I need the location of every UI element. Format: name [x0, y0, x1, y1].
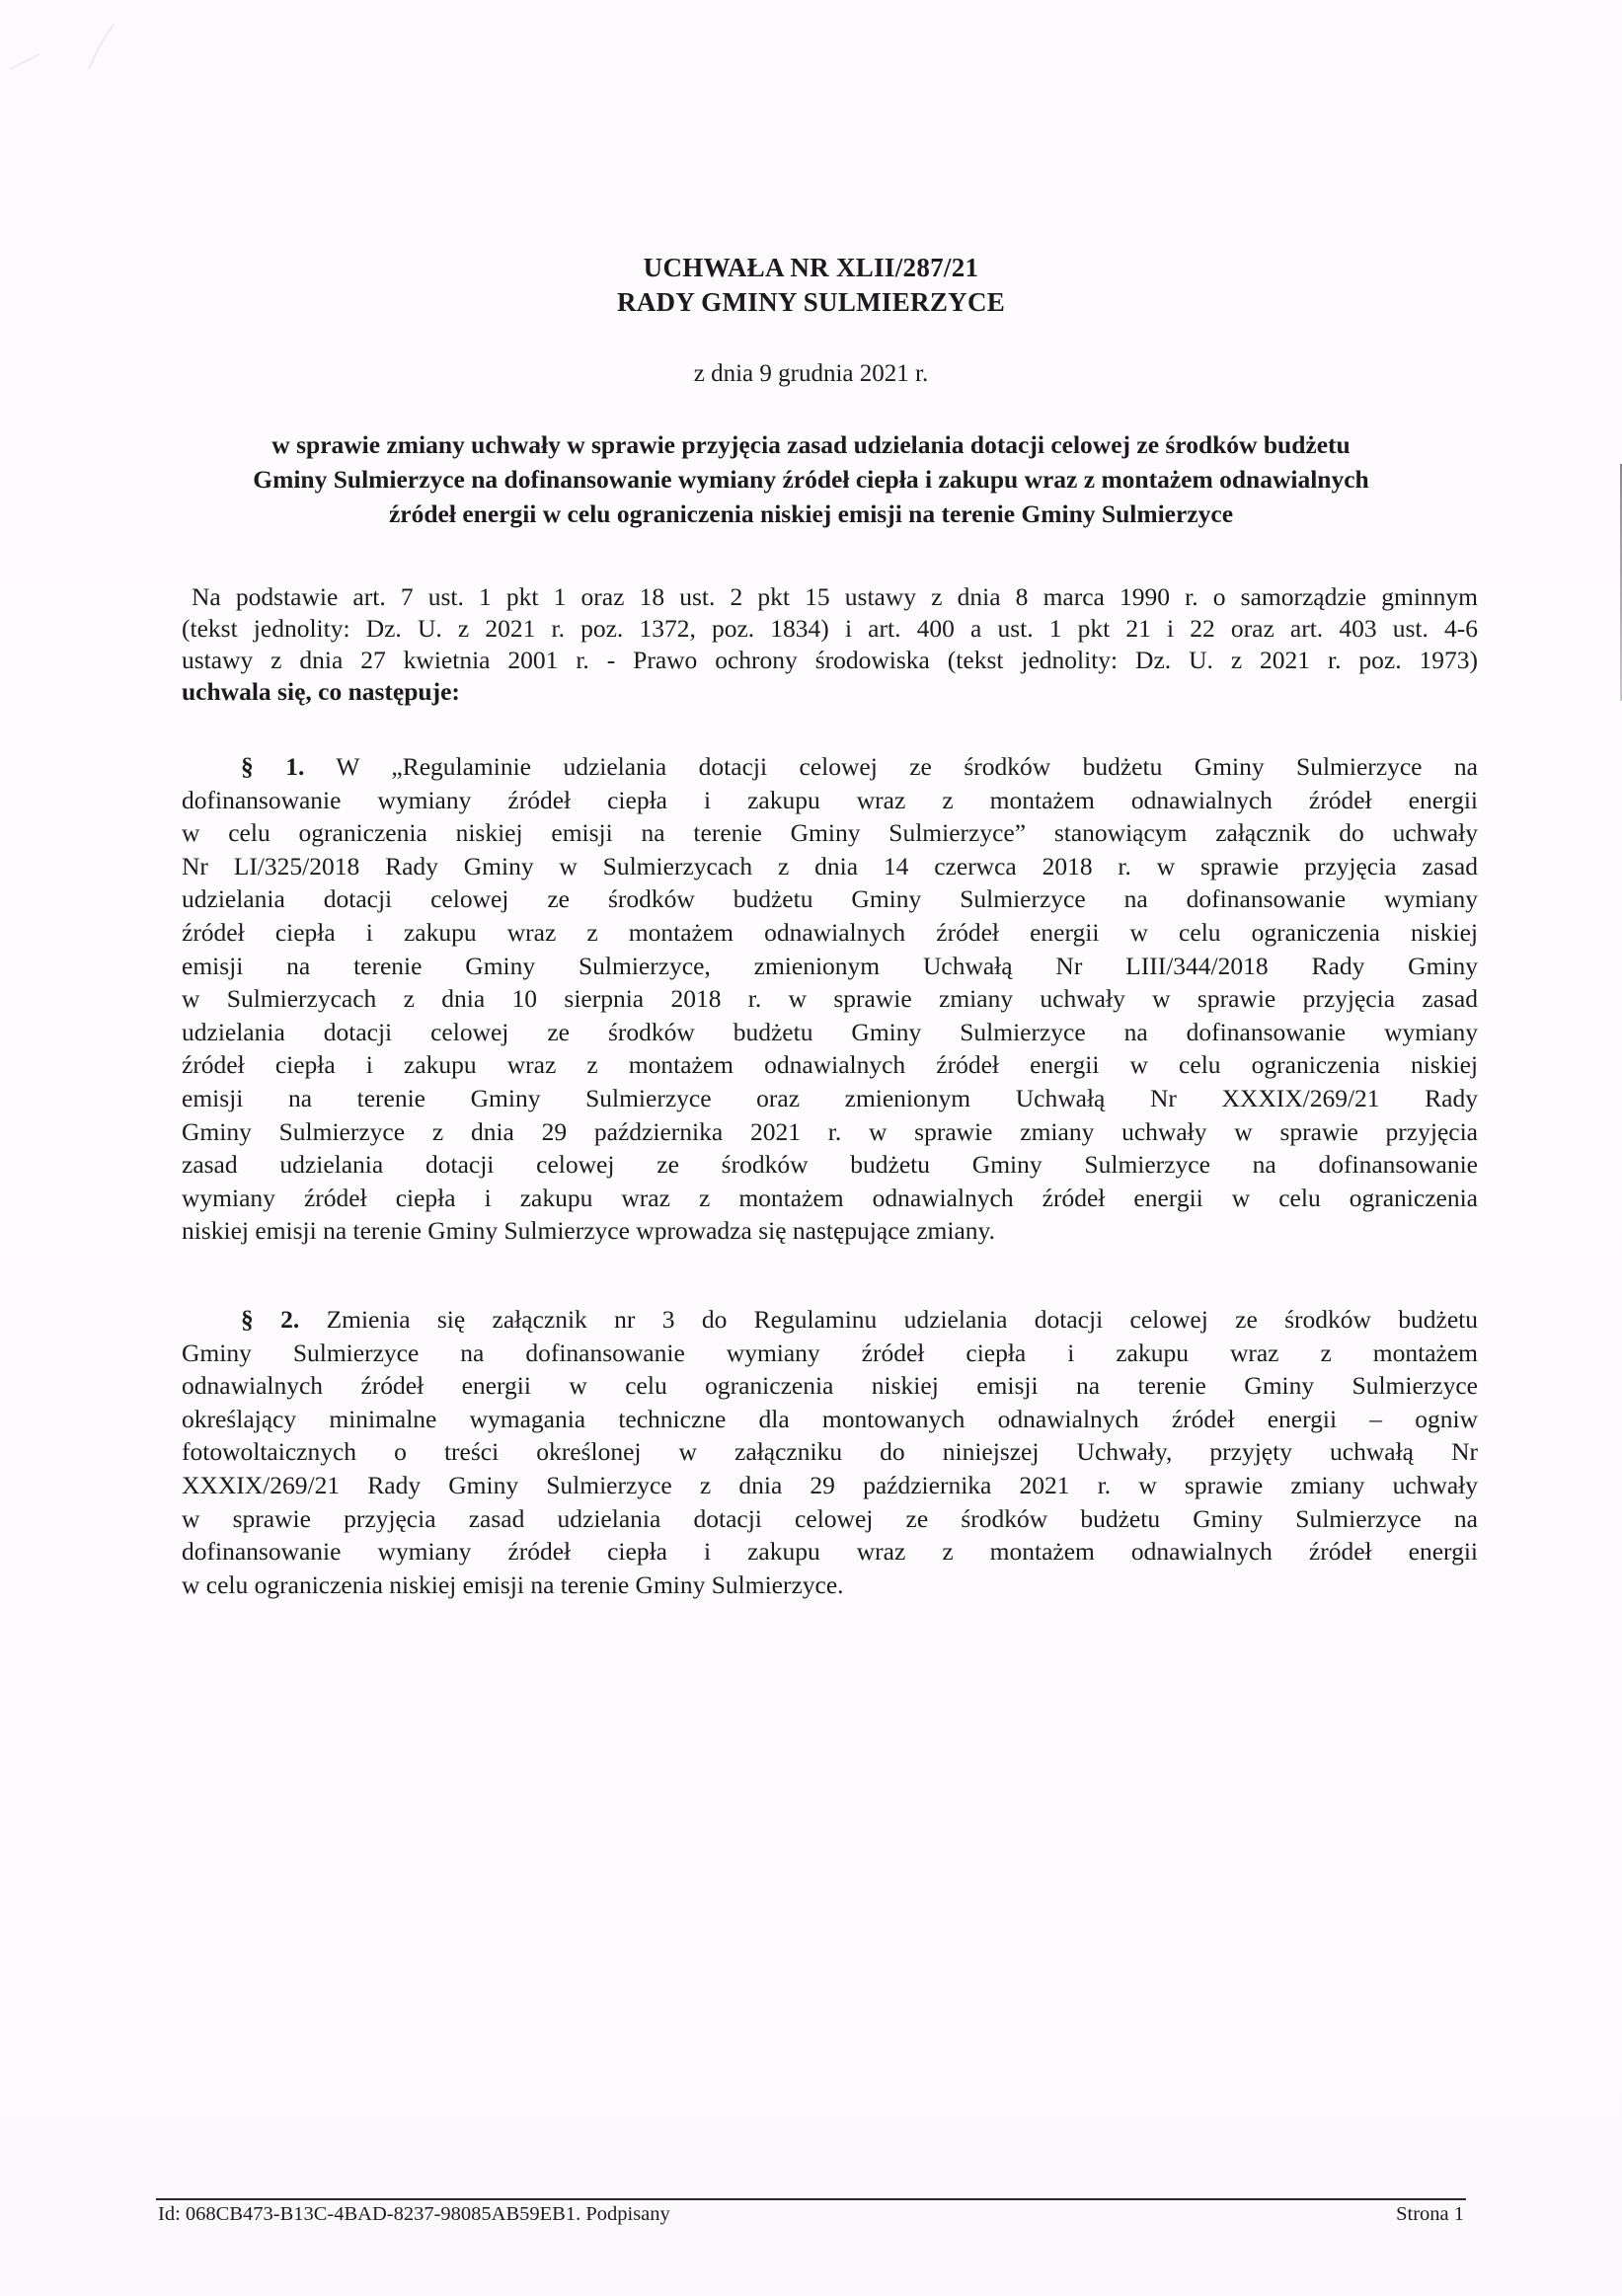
section-1-marker: § 1. [241, 752, 305, 781]
issuing-council: RADY GMINY SULMIERZYCE [616, 287, 1006, 317]
resolution-subject [148, 427, 1474, 531]
page-number: Strona 1 [1396, 2203, 1464, 2225]
legal-basis-line: ustawy z dnia 27 kwietnia 2001 r. - Prawo ochrony środowiska (tekst jednolity: Dz. U. z 2021 r. poz. 1973) [182, 646, 1478, 674]
section-line: Gminy Sulmierzyce z dnia 29 października 2021 r. w sprawie zmiany uchwały w sprawie przyjęcia [182, 1116, 1478, 1146]
subject-line: źródeł energii w celu ograniczenia niskiej emisji na terenie Gminy Sulmierzyce [388, 499, 1234, 528]
section-1-first-line [182, 750, 1478, 784]
section-line: emisji na terenie Gminy Sulmierzyce oraz zmienionym Uchwałą Nr XXXIX/269/21 Rady [182, 1083, 1478, 1112]
section-line: zasad udzielania dotacji celowej ze środków budżetu Gminy Sulmierzyce na dofinansowanie [182, 1150, 1478, 1180]
section-line: udzielania dotacji celowej ze środków budżetu Gminy Sulmierzyce na dofinansowanie wymiany [182, 1017, 1478, 1046]
section-line: w celu ograniczenia niskiej emisji na terenie Gminy Sulmierzyce” stanowiącym załącznik do uchwały [182, 818, 1478, 848]
footer-divider [156, 2198, 1466, 2200]
enacting-clause: uchwala się, co następuje: [182, 677, 460, 706]
section-line: niskiej emisji na terenie Gminy Sulmierzyce wprowadza się następujące zmiany. [182, 1216, 995, 1246]
section-line: źródeł ciepła i zakupu wraz z montażem odnawialnych źródeł energii w celu ograniczenia niskiej [182, 1050, 1478, 1080]
section-line: dofinansowanie wymiany źródeł ciepła i zakupu wraz z montażem odnawialnych źródeł energii [182, 1537, 1478, 1567]
section-line: odnawialnych źródeł energii w celu ograniczenia niskiej emisji na terenie Gminy Sulmierzyce [182, 1371, 1478, 1401]
section-line: Nr LI/325/2018 Rady Gminy w Sulmierzycach z dnia 14 czerwca 2018 r. w sprawie przyjęcia zasad [182, 851, 1478, 880]
document-id: Id: 068CB473-B13C-4BAD-8237-98085AB59EB1. Podpisany [158, 2203, 670, 2225]
section-line: w sprawie przyjęcia zasad udzielania dotacji celowej ze środków budżetu Gminy Sulmierzyce na [182, 1503, 1478, 1533]
section-2-first-text: Zmienia się załącznik nr 3 do Regulaminu udzielania dotacji celowej ze środków budżetu [326, 1305, 1478, 1334]
legal-basis-line: (tekst jednolity: Dz. U. z 2021 r. poz. 1372, poz. 1834) i art. 400 a ust. 1 pkt 21 i 22 oraz art. 403 ust. 4-6 [182, 614, 1478, 643]
section-line: udzielania dotacji celowej ze środków budżetu Gminy Sulmierzyce na dofinansowanie wymiany [182, 884, 1478, 914]
section-line: Gminy Sulmierzyce na dofinansowanie wymiany źródeł ciepła i zakupu wraz z montażem [182, 1338, 1478, 1367]
section-line: źródeł ciepła i zakupu wraz z montażem odnawialnych źródeł energii w celu ograniczenia niskiej [182, 917, 1478, 947]
legal-basis-line: Na podstawie art. 7 ust. 1 pkt 1 oraz 18 ust. 2 pkt 15 ustawy z dnia 8 marca 1990 r. o samorządzie gminnym [192, 582, 1478, 611]
resolution-number: UCHWAŁA NR XLII/287/21 [643, 253, 979, 282]
section-2 [182, 1303, 1478, 1601]
subject-line: Gminy Sulmierzyce na dofinansowanie wymiany źródeł ciepła i zakupu wraz z montażem odnawialnych [253, 465, 1369, 494]
section-line: fotowoltaicznych o treści określonej w załączniku do niniejszej Uchwały, przyjęty uchwałą Nr [182, 1437, 1478, 1467]
section-line: XXXIX/269/21 Rady Gminy Sulmierzyce z dnia 29 października 2021 r. w sprawie zmiany uchwały [182, 1470, 1478, 1499]
section-1 [182, 750, 1478, 1248]
section-line: w celu ograniczenia niskiej emisji na terenie Gminy Sulmierzyce. [182, 1569, 844, 1599]
legal-basis [182, 581, 1478, 708]
section-2-first-line [182, 1303, 1478, 1337]
section-1-first-text: W „Regulaminie udzielania dotacji celowej ze środków budżetu Gminy Sulmierzyce na [336, 752, 1479, 781]
section-line: wymiany źródeł ciepła i zakupu wraz z montażem odnawialnych źródeł energii w celu ograniczenia [182, 1183, 1478, 1212]
resolution-date: z dnia 9 grudnia 2021 r. [693, 360, 929, 387]
section-line: dofinansowanie wymiany źródeł ciepła i zakupu wraz z montażem odnawialnych źródeł energii [182, 785, 1478, 814]
section-2-marker: § 2. [241, 1305, 300, 1334]
subject-line: w sprawie zmiany uchwały w sprawie przyjęcia zasad udzielania dotacji celowej ze środków budżetu [271, 430, 1351, 459]
section-line: określający minimalne wymagania techniczne dla montowanych odnawialnych źródeł energii – ogniw [182, 1404, 1478, 1433]
section-line: w Sulmierzycach z dnia 10 sierpnia 2018 r. w sprawie zmiany uchwały w sprawie przyjęcia zasad [182, 984, 1478, 1014]
section-line: emisji na terenie Gminy Sulmierzyce, zmienionym Uchwałą Nr LIII/344/2018 Rady Gminy [182, 951, 1478, 980]
